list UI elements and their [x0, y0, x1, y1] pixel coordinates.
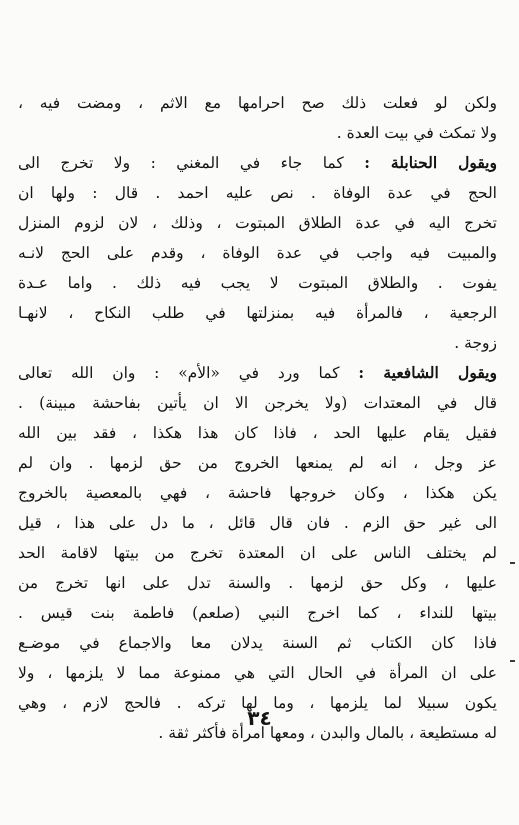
text-line: عليها ، وكل حق لزمها . والسنة تدل على انها تخرج من [18, 574, 497, 592]
text-line: ولا تمكث في بيت العدة . [336, 124, 497, 142]
page-number: ٣٤ [247, 706, 272, 730]
paragraph-heading-shafii: ويقول الشافعية : [358, 363, 497, 382]
text-line: يكن هكذا ، وكان خروجها فاحشة ، فهي بالمعصية بالخروج [18, 484, 497, 502]
text-line: زوجة . [454, 334, 497, 352]
text-line: بيتها للنداء ، كما اخرج النبي (صلعم) فاطمة بنت قيس . [18, 604, 497, 622]
text-line: ولكن لو فعلت ذلك صح احرامها مع الاثم ، ومضت فيه ، [18, 94, 497, 112]
page-body [18, 88, 497, 748]
scan-mark [510, 562, 515, 564]
text-line: تخرج اليه في عدة الطلاق المبتوت ، وذلك ، لان لزوم المنزل [18, 214, 497, 232]
text-line: يكون سبيلا لما يلزمها ، وما لها تركه . فالحج لازم ، وهي [18, 694, 497, 712]
text-line: له مستطيعة ، بالمال والبدن ، ومعها امرأة فأكثر ثقة . [158, 724, 497, 742]
scan-mark [510, 660, 515, 662]
text-line: فقيل يقام عليها الحد ، فاذا كان هذا هكذا ، فقد بين الله [18, 424, 497, 442]
text-line: فاذا كان الكتاب ثم السنة يدلان معا والاجماع في موضـع [18, 634, 497, 652]
text-line: على ان المرأة في الحال التي هي ممنوعة مما لا يلزمها ، ولا [18, 664, 497, 682]
text-line: لم يختلف الناس على ان المعتدة تخرج من بيتها لاقامة الحد [18, 544, 497, 562]
text-line: الرجعية ، فالمرأة فيه بمنزلتها في طلب النكاح ، لانهـا [18, 304, 497, 322]
paragraph-heading-hanbali: ويقول الحنابلة : [364, 153, 497, 172]
text-line [18, 358, 497, 388]
text-line: قال في المعتدات (ولا يخرجن الا ان يأتين بفاحشة مبينة) . [18, 394, 497, 412]
text-line: عز وجل ، انه لم يمنعها الخروج من حق لزمها . وان لم [18, 454, 497, 472]
text-line: الحج في عدة الوفاة . نص عليه احمد . قال : ولها ان [18, 184, 497, 202]
text-line: يفوت . والطلاق المبتوت لا يجب فيه ذلك . واما عـدة [18, 274, 497, 292]
text-line [18, 148, 497, 178]
text-run: كما ورد في «الأم» : وان الله تعالى [18, 364, 340, 382]
text-run: كما جاء في المغني : ولا تخرج الى [18, 154, 344, 172]
text-line: الى غير حق الزم . فان قال قائل ، ما دل على هذا ، قيل [18, 514, 497, 532]
text-line: والمبيت فيه واجب في عدة الوفاة ، وقدم على الحج لانـه [18, 244, 497, 262]
